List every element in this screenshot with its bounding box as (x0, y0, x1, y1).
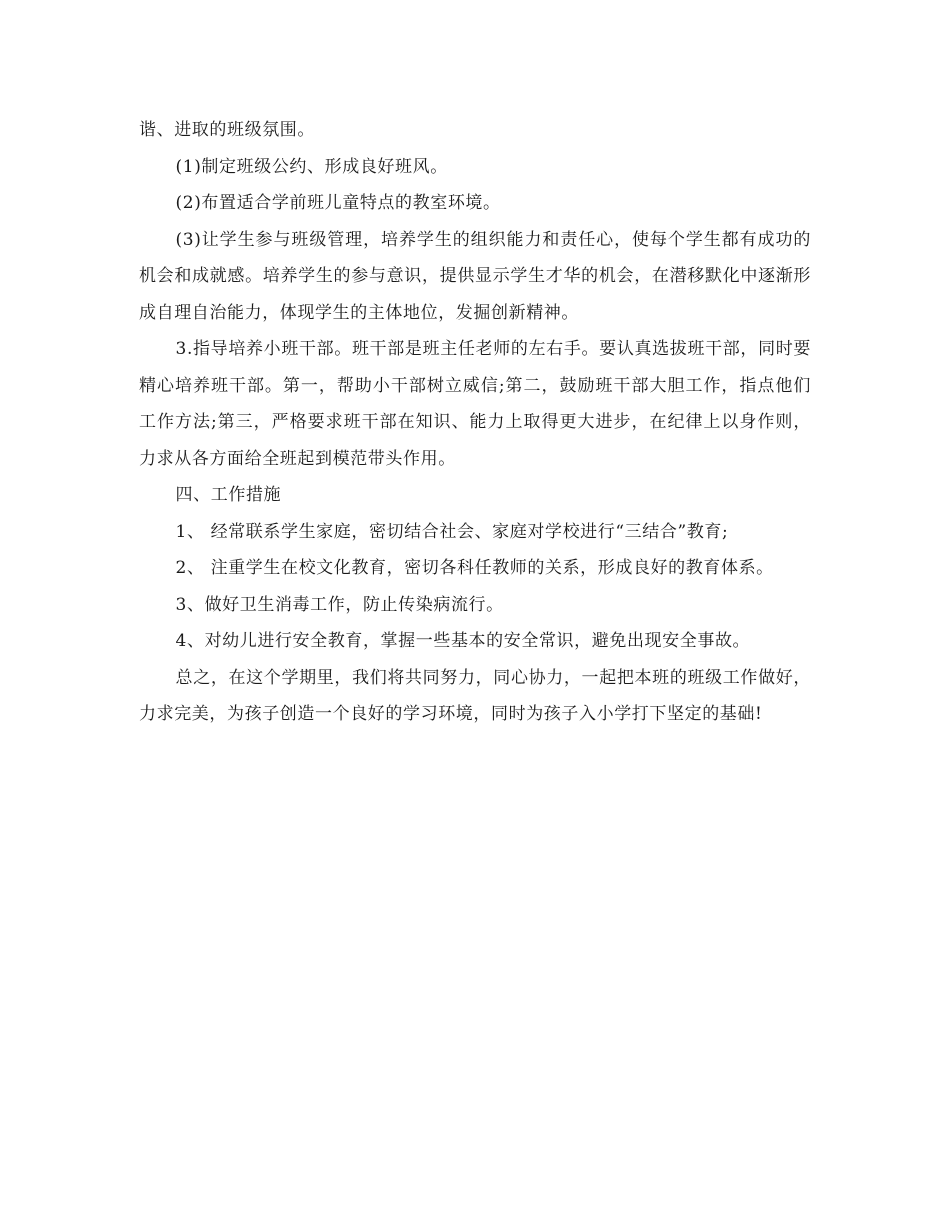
document-body (139, 112, 811, 733)
measure-item-4: 4、对幼儿进行安全教育，掌握一些基本的安全常识，避免出现安全事故。 (175, 631, 751, 651)
measure-item-3: 3、做好卫生消毒工作，防止传染病流行。 (175, 594, 504, 615)
section-heading-measures: 四、工作措施 (175, 485, 282, 505)
paragraph-item-1: (1)制定班级公约、形成良好班风。 (175, 156, 448, 177)
paragraph-item-3: (3)让学生参与班级管理，培养学生的组织能力和责任心，使每个学生都有成功的机会和成就感。培养学生的参与意识，提供显示学生才华的机会，在潜移默化中逐渐形成自理自治能力，体现学生的主体地位，发掘创新精神。 (139, 229, 811, 323)
paragraph-class-cadres: 3.指导培养小班干部。班干部是班主任老师的左右手。要认真选拔班干部，同时要精心培养班干部。第一，帮助小干部树立威信;第二，鼓励班干部大胆工作，指点他们工作方法;第三，严格要求班干部在知识、能力上取得更大进步，在纪律上以身作则，力求从各方面给全班起到模范带头作用。 (139, 339, 811, 469)
measure-item-1: 1、 经常联系学生家庭，密切结合社会、家庭对学校进行“三结合”教育; (175, 521, 729, 542)
paragraph-item-2: (2)布置适合学前班儿童特点的教室环境。 (175, 193, 501, 213)
conclusion-paragraph: 总之，在这个学期里，我们将共同努力，同心协力，一起把本班的班级工作做好，力求完美，为孩子创造一个良好的学习环境，同时为孩子入小学打下坚定的基础! (139, 667, 811, 724)
paragraph-continuation: 谐、进取的班级氛围。 (139, 120, 315, 140)
measure-item-2: 2、 注重学生在校文化教育，密切各科任教师的关系，形成良好的教育体系。 (175, 558, 774, 578)
